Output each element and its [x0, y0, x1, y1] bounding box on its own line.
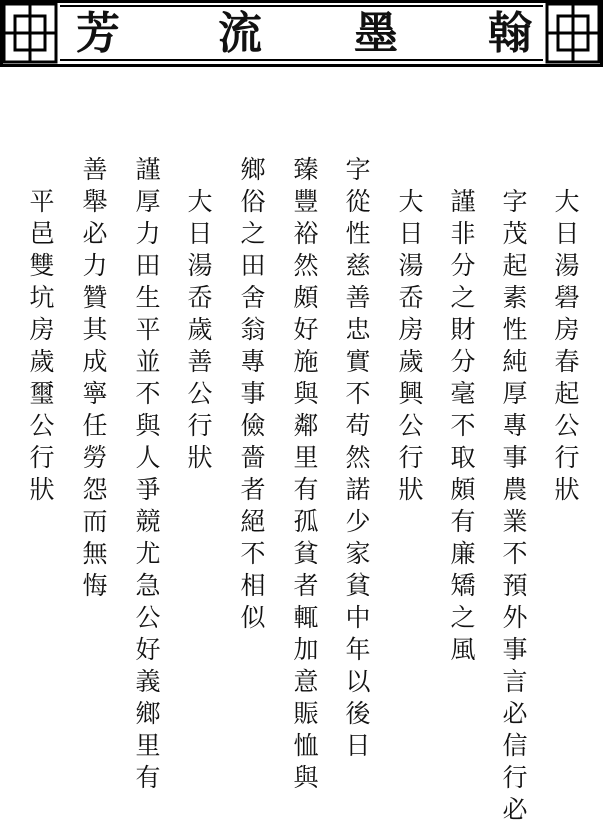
text-column: 字茂起素性純厚專事農業不預外事言必信行必 — [502, 187, 528, 824]
text-column: 鄉俗之田舍翁專事儉嗇者絕不相似 — [240, 155, 266, 632]
text-column: 大日湯岙房歲興公行狀 — [398, 187, 424, 504]
title-char: 流 — [218, 8, 262, 59]
text-column: 謹非分之財分毫不取頗有廉矯之風 — [450, 187, 476, 664]
title-banner — [0, 0, 603, 68]
text-column: 大日湯岙歲善公行狀 — [187, 187, 213, 472]
text-column: 字從 性慈善忠實不苟然諾少家貧中年以後日 — [345, 155, 396, 760]
title-char: 墨 — [354, 8, 398, 59]
title-char: 芳 — [76, 8, 120, 59]
text-column: 平邑雙坑房歲璽公行狀 — [29, 187, 55, 504]
text-column: 臻豐裕然頗好施與鄰里有孤貧者輒加意賑恤與 — [293, 155, 319, 792]
text-column: 善舉必力贊其成寧任勞怨而無悔 — [82, 155, 108, 600]
text-column: 大日湯礐房春起公行狀 — [554, 187, 580, 504]
text-column: 謹厚力田生平並不與人爭競尤急公好義鄉里有 — [135, 155, 161, 792]
title-char: 翰 — [488, 8, 532, 59]
